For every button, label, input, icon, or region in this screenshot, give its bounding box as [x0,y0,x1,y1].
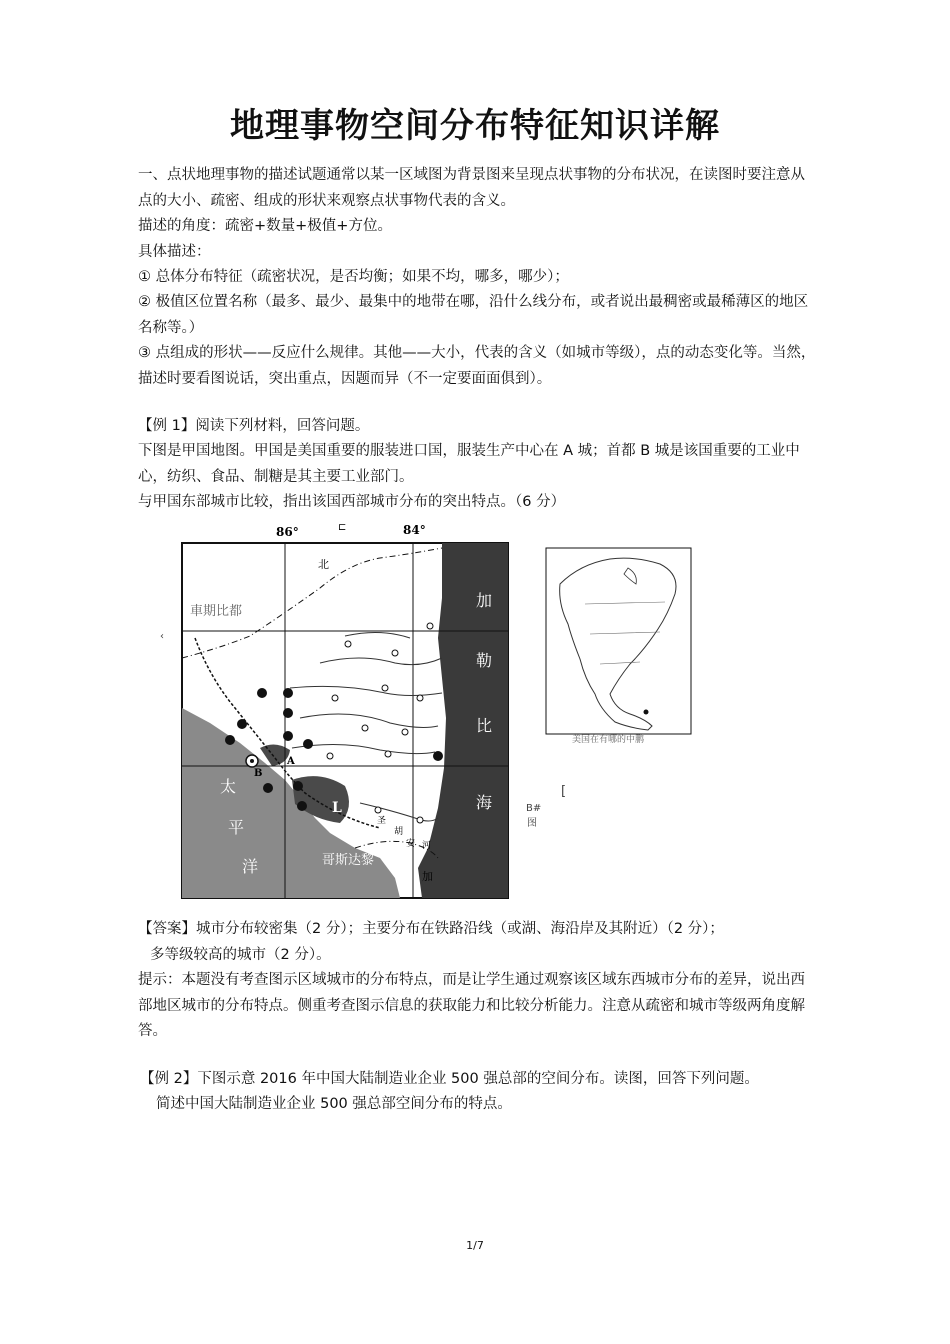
top-mark: ⊏ [338,522,347,533]
bottom-label: 加 [422,870,433,883]
location-marker-icon [644,710,649,715]
ocean-label-3: 洋 [242,857,259,876]
longitude-west-label: 86° [276,525,299,539]
sea-label-2: 勒 [476,651,493,670]
lake-label: L [332,800,342,816]
costa-rica-label: 哥斯达黎 [322,853,375,868]
example1-hint: 提示：本题没有考查图示区域城市的分布特点，而是让学生通过观察该区域东西城市分布的差异，说出西部地区城市的分布特点。侧重考查图示信息的获取能力和比较分析能力。注意从疏密和城市等级两角度解答。 [138,972,805,1039]
sea-label-4: 海 [476,793,493,812]
intro-item-3: ③ 点组成的形状——反应什么规律。其他——大小，代表的含义（如城市等级），点的动态变化等。当然，描述时要看图说话，突出重点，因题而异（不一定要面面俱到）。 [138,345,816,387]
scan-mark-tu: 图 [527,818,537,829]
river-label-4: 河 [422,841,432,851]
sea-label-3: 比 [476,716,493,735]
inset-map [540,544,698,744]
scan-mark-left: ‹ [160,631,164,642]
country-map [180,518,520,900]
intro-detail-heading: 具体描述： [138,244,211,260]
city-b-label: B [254,768,263,779]
city-a-label: A [287,756,295,767]
example2-heading: 【例 2】下图示意 2016 年中国大陆制造业企业 500 强总部的空间分布。读图，回答下列问题。 [140,1071,759,1087]
inset-caption: 美国在有哪的中鹏 [572,735,645,744]
scan-mark-bracket: [ [561,784,567,799]
sea-label-1: 加 [476,591,493,610]
page-title: 地理事物空间分布特征知识详解 [230,106,720,146]
ocean-label-2: 平 [228,818,245,837]
intro-item-2: ② 极值区位置名称（最多、最少、最集中的地带在哪，沿什么线分布，或者说出最稠密或最稀薄区的地区名称等。） [138,294,809,336]
example1-answer-1: 【答案】城市分布较密集（2 分）；主要分布在铁路沿线（或湖、海沿岸及其附近）（2 分）； [138,921,724,937]
page-number: 1/7 [466,1239,484,1252]
river-label-1: 圣 [377,816,387,826]
example1-body: 下图是甲国地图。甲国是美国重要的服装进口国，服装生产中心在 A 城；首都 B 城是该国重要的工业中心，纺织、食品、制糖是其主要工业部门。 [138,443,800,485]
scan-mark-b: B# [526,803,542,814]
neighbor-nw-label: 車期比都 [190,604,243,619]
river-label-2: 胡 [394,827,404,837]
example1-answer-2: 多等级较高的城市（2 分）。 [150,947,331,963]
north-label: 北 [318,558,329,571]
intro-paragraph: 一、点状地理事物的描述试题通常以某一区域图为背景图来呈现点状事物的分布状况，在读图时要注意从点的大小、疏密、组成的形状来观察点状事物代表的含义。 [138,167,805,209]
intro-item-1: ① 总体分布特征（疏密状况，是否均衡；如果不均，哪多，哪少）； [138,269,569,285]
example1-question: 与甲国东部城市比较，指出该国西部城市分布的突出特点。（6 分） [138,494,566,510]
longitude-east-label: 84° [403,523,426,537]
example2-question: 简述中国大陆制造业企业 500 强总部空间分布的特点。 [156,1096,512,1112]
ocean-label-1: 太 [220,777,237,796]
river-label-3: 安 [406,839,416,849]
example1-heading: 【例 1】阅读下列材料，回答问题。 [138,418,370,434]
intro-angle: 描述的角度：疏密+数量+极值+方位。 [138,218,392,234]
